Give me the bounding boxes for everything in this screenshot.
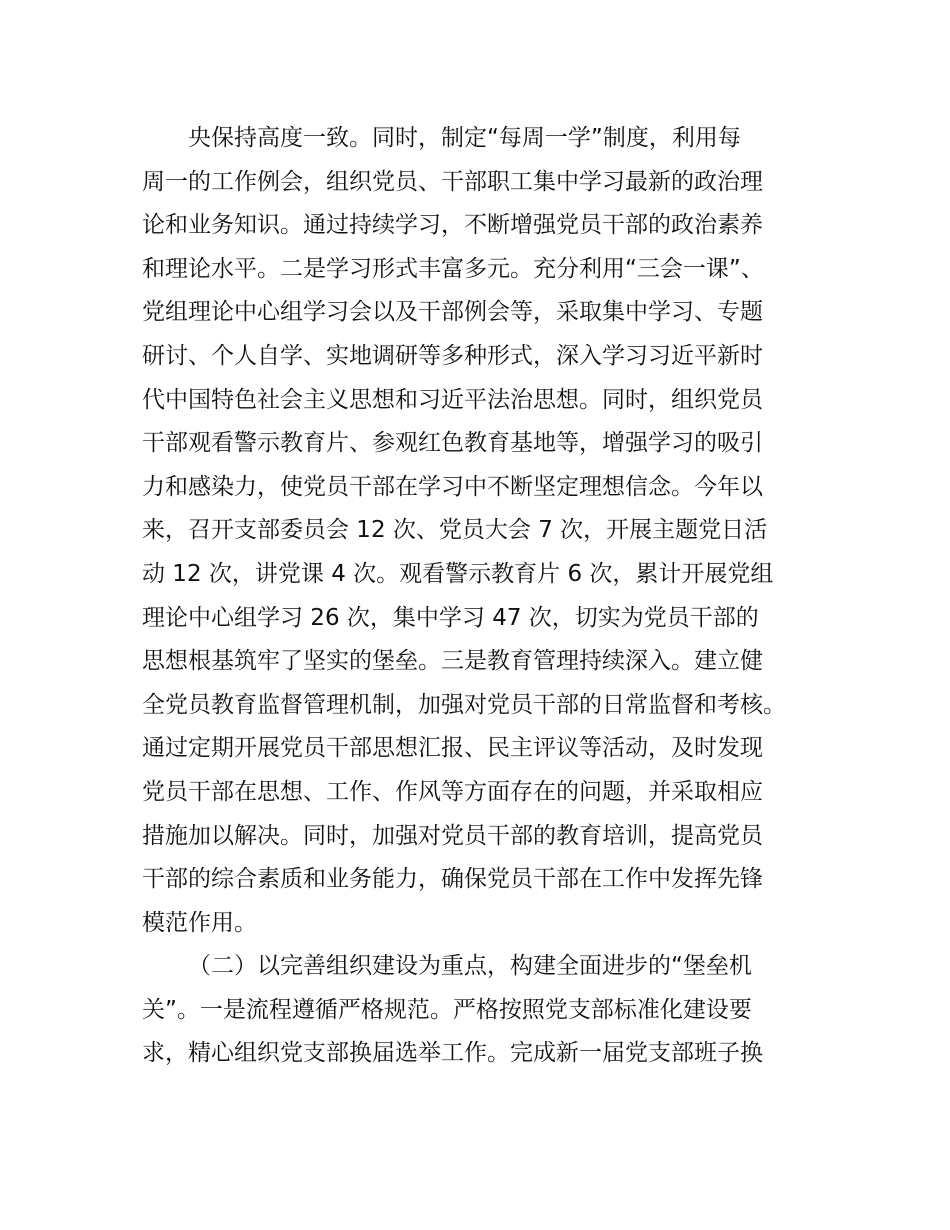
- text-line: 论和业务知识。通过持续学习，不断增强党员干部的政治素养: [142, 212, 763, 239]
- paragraph-study-education: [142, 117, 842, 945]
- text-line: 理论中心组学习 26 次，集中学习 47 次，切实为党员干部的: [142, 604, 759, 631]
- text-line: 干部的综合素质和业务能力，确保党员干部在工作中发挥先锋: [142, 866, 763, 893]
- text-line: 关”。一是流程遵循严格规范。严格按照党支部标准化建设要: [142, 996, 752, 1023]
- text-line: 研讨、个人自学、实地调研等多种形式，深入学习习近平新时: [142, 342, 763, 369]
- text-line: （二）以完善组织建设为重点，构建全面进步的“堡垒机: [188, 953, 752, 979]
- text-line: 干部观看警示教育片、参观红色教育基地等，增强学习的吸引: [142, 430, 763, 457]
- text-line: 代中国特色社会主义思想和习近平法治思想。同时，组织党员: [142, 386, 763, 413]
- text-line: 周一的工作例会，组织党员、干部职工集中学习最新的政治理: [142, 168, 763, 195]
- text-line: 思想根基筑牢了坚实的堡垒。三是教育管理持续深入。建立健: [142, 648, 763, 675]
- text-line: 全党员教育监督管理机制，加强对党员干部的日常监督和考核。: [142, 691, 786, 718]
- text-line: 动 12 次，讲党课 4 次。观看警示教育片 6 次，累计开展党组: [142, 560, 774, 587]
- text-line: 力和感染力，使党员干部在学习中不断坚定理想信念。今年以: [142, 473, 763, 500]
- text-line: 措施加以解决。同时，加强对党员干部的教育培训，提高党员: [142, 822, 763, 849]
- text-line: 模范作用。: [142, 909, 257, 936]
- text-line: 党员干部在思想、工作、作风等方面存在的问题，并采取相应: [142, 778, 763, 805]
- text-line: 求，精心组织党支部换届选举工作。完成新一届党支部班子换: [142, 1040, 763, 1067]
- text-line: 央保持高度一致。同时，制定“每周一学”制度，利用每: [188, 125, 741, 151]
- text-line: 通过定期开展党员干部思想汇报、民主评议等活动，及时发现: [142, 735, 763, 762]
- text-line: 党组理论中心组学习会以及干部例会等，采取集中学习、专题: [142, 299, 763, 326]
- text-line: 来，召开支部委员会 12 次、党员大会 7 次，开展主题党日活: [142, 517, 768, 544]
- text-line: 和理论水平。二是学习形式丰富多元。充分利用“三会一课”、: [142, 255, 764, 282]
- paragraph-organization-building: [142, 945, 842, 1076]
